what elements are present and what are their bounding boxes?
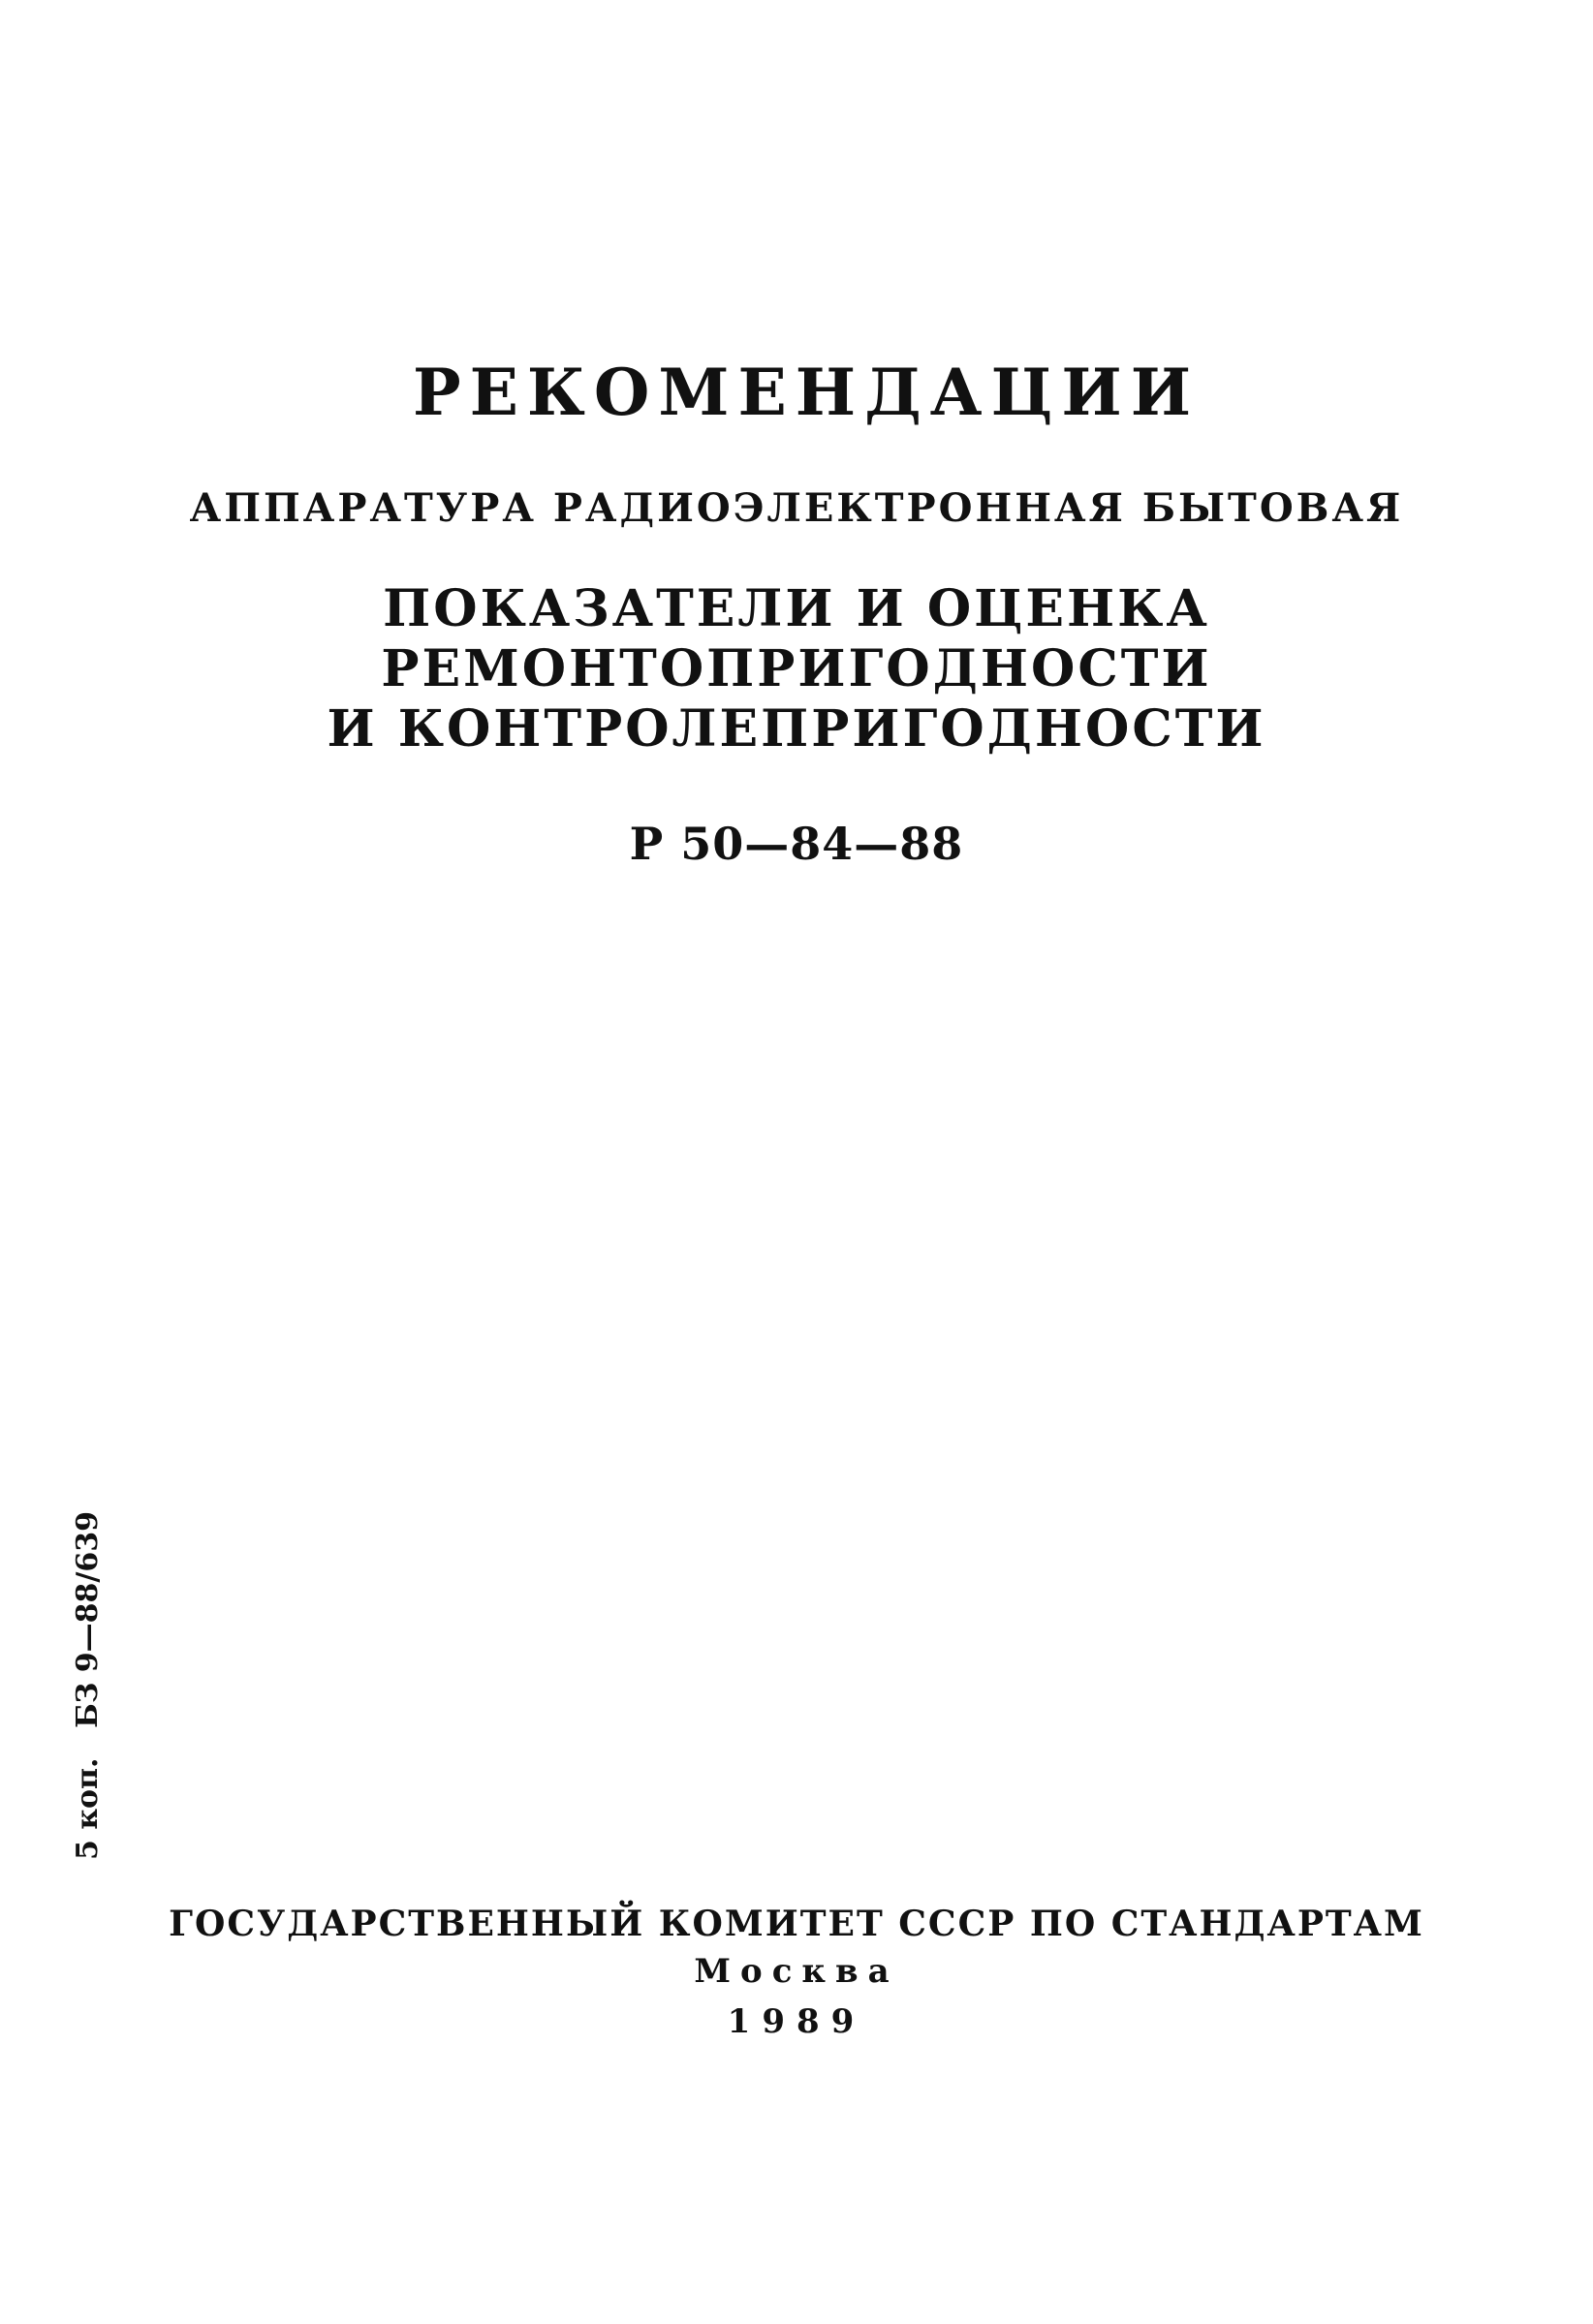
side-imprint: [54, 1511, 122, 1860]
publication-year: 1989: [727, 2002, 866, 2041]
catalog-reference: БЗ 9—88/639: [71, 1511, 105, 1728]
document-title-line-3: И КОНТРОЛЕПРИГОДНОСТИ: [327, 699, 1266, 759]
price-label: 5 коп.: [71, 1757, 105, 1860]
publication-city: Москва: [694, 1952, 899, 1991]
document-title-line-2: РЕМОНТОПРИГОДНОСТИ: [381, 639, 1212, 698]
document-title: [0, 579, 1593, 759]
publisher-name: ГОСУДАРСТВЕННЫЙ КОМИТЕТ СССР ПО СТАНДАРТАМ: [169, 1904, 1424, 1944]
document-group-heading: АППАРАТУРА РАДИОЭЛЕКТРОННАЯ БЫТОВАЯ: [189, 485, 1404, 531]
document-title-line-1: ПОКАЗАТЕЛИ И ОЦЕНКА: [383, 579, 1210, 638]
document-type-heading: РЕКОМЕНДАЦИИ: [412, 355, 1201, 430]
document-code: Р 50—84—88: [629, 818, 964, 870]
